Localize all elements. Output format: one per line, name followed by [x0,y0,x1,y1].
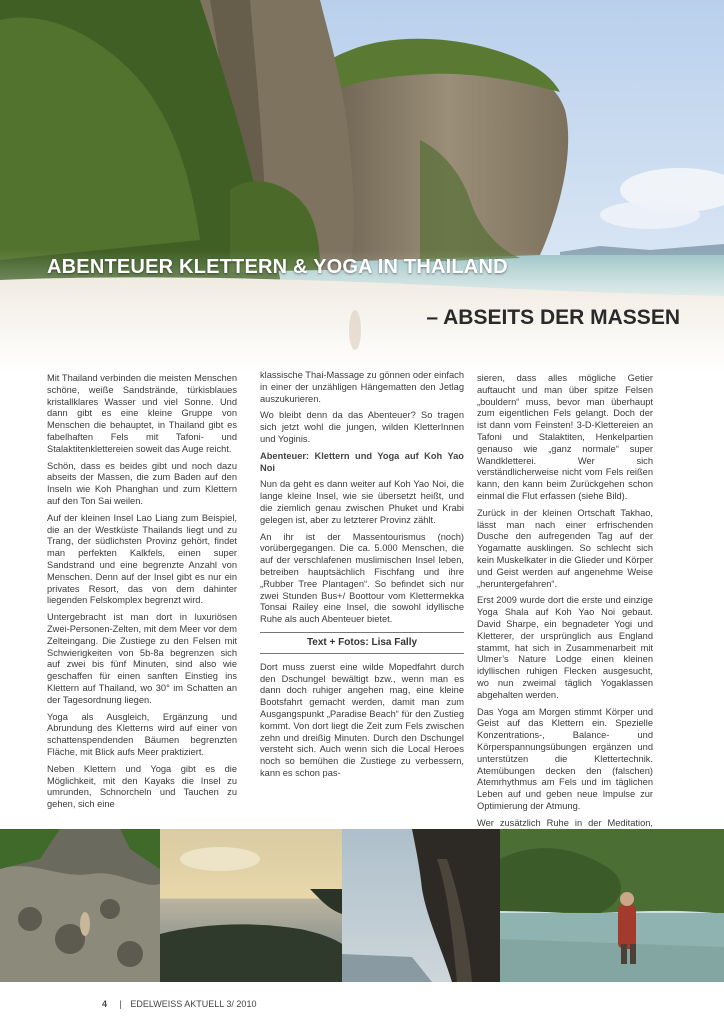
photo-limestone-pinnacle [342,829,500,982]
text-column-1 [47,373,237,816]
paragraph: sieren, dass alles mögliche Getier auftaucht und man über spitze Felsen „bouldern“ muss, bevor man überhaupt zum eigentlichen Fels gelangt. Doch der ist dann vom Feinsten! 3-D-Klettereien an Tafoni und Stalaktiten, Henkelpartien genauso wie „ganz normale“ super Wandkletterei. Wer sich verständlicherweise nicht vom Fels reißen kann, den kann beim Zurückgehen schon einmal die Flut erfassen (siehe Bild). [477,373,653,501]
photo-sunset-sea [160,829,342,982]
paragraph: Erst 2009 wurde dort die erste und einzige Yoga Shala auf Koh Yao Noi gebaut. David Sharpe, ein begnadeter Yogi und Kletterer, der ursprünglich aus England stammt, hat sich in Zusammenarbeit mit Ulmer’s Nature Lodge einen kleinen idyllischen ruhigen Flecken ausgesucht, wo nun zweimal täglich Yogaklassen abgehalten werden. [477,595,653,700]
paragraph: Schön, dass es beides gibt und noch dazu abseits der Massen, die zum Baden auf den Inseln wie Koh Phanghan und zum Klettern auf den Ton Sai weilen. [47,460,237,506]
magazine-issue: EDELWEISS AKTUELL 3/ 2010 [130,999,257,1009]
paragraph: An ihr ist der Massentourismus (noch) vorübergegangen. Die ca. 5.000 Menschen, die auf der verschlafenen muslimischen Insel leben, betreiben hauptsächlich Fischfang und ihre „Rubber Tree Plantagen“. So befindet sich nur zwei Stunden Bus+/ Boottour vom Klettermekka Tonsai Railey eine Insel, die sowohl idyllische Ruhe als auch Abenteuer bietet. [260,531,464,625]
photo-strip [0,829,724,982]
paragraph: Wo bleibt denn da das Abenteuer? So tragen sich jetzt wohl die jungen, wilden KletterInnen und Yoginis. [260,410,464,444]
paragraph: Das Yoga am Morgen stimmt Körper und Geist auf das Klettern ein. Spezielle Konzentrations-, Balance- und Körperspannungsübungen ergänzen und unterstützen die Klettertechnik. Atemübungen decken den (falschen) Atemrhythmus am Fels und im täglichen Leben auf und geben neue Impulse zur Optimierung der Atmung. [477,706,653,811]
paragraph: Nun da geht es dann weiter auf Koh Yao Noi, die lange kleine Insel, wie sie übersetzt heißt, und die ziemlich genau zwischen Phuket und Krabi gelegen ist, aber zu letzterer Provinz zählt. [260,479,464,525]
footer-separator: | [119,999,122,1009]
paragraph: Auf der kleinen Insel Lao Liang zum Beispiel, die an der Westküste Thailands liegt und zu Trang, der südlichsten Provinz gehört, findet man perfekten Kalkfels, einen super Sandstrand und eine begrenzte Anzahl von Menschen. Denn auf der Insel gibt es nur ein privates Resort, das von dem dahinter liegenden Felskomplex begrenzt wird. [47,512,237,606]
section-heading: Abenteuer: Klettern und Yoga auf Koh Yao Noi [260,450,464,473]
photo-wading-climber [500,829,724,982]
paragraph: Yoga als Ausgleich, Ergänzung und Abrundung des Kletterns wird auf einer von schattenspendenden Bäumen begrenzten Fläche, mit Blick aufs Meer praktiziert. [47,711,237,757]
paragraph: Dort muss zuerst eine wilde Mopedfahrt durch den Dschungel bewältigt bzw., wenn man es dann doch ruhiger angehen mag, eine kleine Bootsfahrt gemacht werden, damit man zum Ausgangspunkt „Paradise Beach“ für den Zustieg kommt. Von dort liegt die Zeit zum Fels zwischen zehn und dreißig Minuten. Durch den Dschungel versteht sich. Auch wenn sich die Local Heroes noch so bemühen die Zustiege zu verbessern, kann es schon pas- [260,661,464,778]
page-footer [102,999,256,1009]
article-subheadline: – ABSEITS DER MASSEN [426,306,680,329]
paragraph: Neben Klettern und Yoga gibt es die Möglichkeit, mit den Kayaks die Insel zu umrunden, Schnorcheln und Tauchen zu gehen, sich eine [47,763,237,810]
article-headline: ABENTEUER KLETTERN & YOGA IN THAILAND [47,256,508,278]
paragraph: Wer zusätzlich Ruhe in der Meditation, [477,817,653,828]
paragraph: Untergebracht ist man dort in luxuriösen Zwei-Personen-Zelten, mit dem Meer vor dem Zelteingang. Die Zustiege zu den Felsen mit Schwierigkeiten von 5b-8a begrenzen sich auf zwei bis fünf Minuten, sind also wie geschaffen für einen sanften Einstieg ins Klettern auf Thailand, wo 30° im Schatten an der Tagesordnung liegen. [47,612,237,705]
paragraph: Mit Thailand verbinden die meisten Menschen schöne, weiße Sandstrände, türkisblaues kristallklares Wasser und viel Sonne. Und dann gibt es eine kleine Gruppe von Menschen die behauptet, in Thailand gibt es fabelhaften Fels mit Tafoni- und Stalaktitenklettereien soweit das Auge reicht. [47,373,237,454]
text-column-2 [260,370,464,785]
author-credit: Text + Fotos: Lisa Fally [260,632,464,654]
text-column-3 [477,373,653,858]
photo-climber-rock [0,829,160,982]
paragraph: klassische Thai-Massage zu gönnen oder einfach in einer der unzähligen Hängematten den Jetlag auszukurieren. [260,370,464,404]
page-number: 4 [102,999,108,1009]
paragraph: Zurück in der kleinen Ortschaft Takhao, lässt man nach einer erfrischenden Dusche den aufregenden Tag auf der Yogamatte ausklingen. So schlecht sich kein Muskelkater in die Glieder und Körper und Geist werden auf angenehme Weise „heruntergefahren“. [477,507,653,589]
